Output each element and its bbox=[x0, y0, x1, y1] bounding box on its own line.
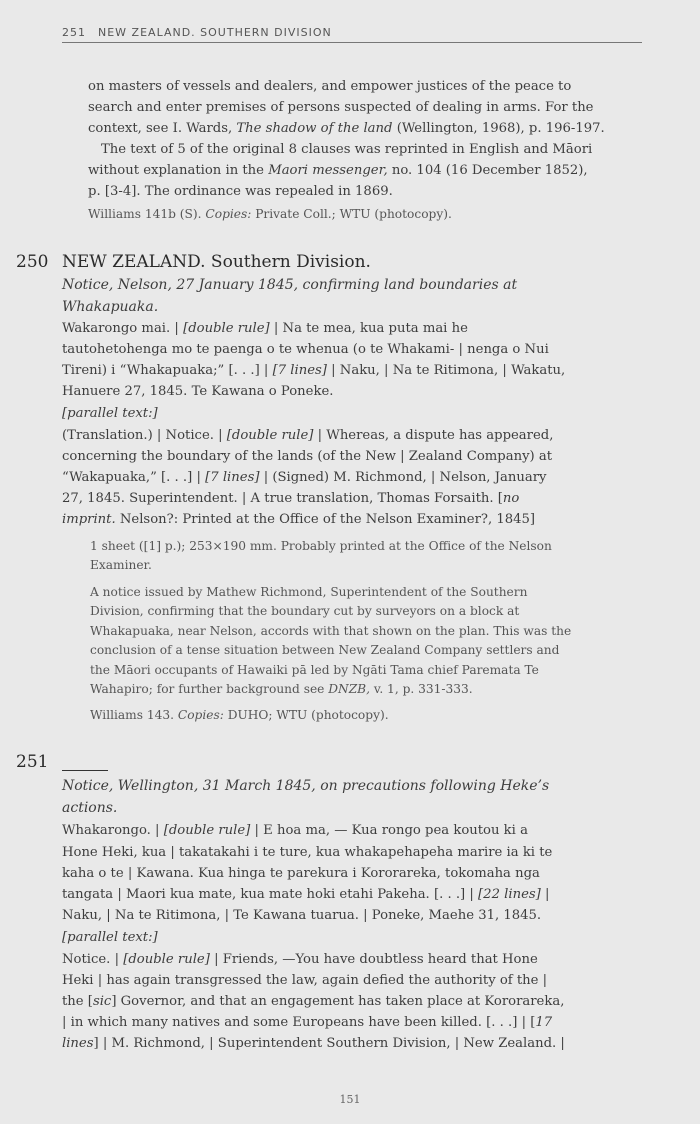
cont-copies: Williams 141b (S). Copies: Private Coll.; WTU (photocopy). bbox=[88, 207, 452, 221]
entry-251-english-2: Heki | has again transgressed the law, again defied the authority of the | bbox=[62, 973, 548, 988]
entry-251-maori-4: tangata | Maori kua mate, kua mate hoki etahi Pakeha. [. . .] | [22 lines] | bbox=[62, 887, 550, 902]
entry-250-english-1: (Translation.) | Notice. | [double rule] | Whereas, a dispute has appeared, bbox=[62, 428, 554, 443]
cont-line-4: The text of 5 of the original 8 clauses was reprinted in English and Māori bbox=[101, 142, 593, 157]
entry-251-ditto-rule bbox=[62, 770, 108, 771]
entry-250-parallel: [parallel text:] bbox=[62, 406, 158, 421]
entry-251-english-5: lines] | M. Richmond, | Superintendent Southern Division, | New Zealand. | bbox=[62, 1036, 565, 1051]
running-head-title: NEW ZEALAND. SOUTHERN DIVISION bbox=[98, 26, 332, 39]
entry-250-maori-3: Tireni) i “Whakapuaka;” [. . .] | [7 lines] | Naku, | Na te Ritimona, | Wakatu, bbox=[62, 363, 566, 378]
entry-250-title-2: Whakapuaka. bbox=[62, 299, 159, 315]
entry-251-maori-1: Whakarongo. | [double rule] | E hoa ma, — Kua rongo pea koutou ki a bbox=[62, 823, 528, 838]
entry-250-heading: NEW ZEALAND. Southern Division. bbox=[62, 252, 371, 272]
entry-251-maori-5: Naku, | Na te Ritimona, | Te Kawana tuarua. | Poneke, Maehe 31, 1845. bbox=[62, 908, 542, 923]
entry-251-english-1: Notice. | [double rule] | Friends, —You have doubtless heard that Hone bbox=[62, 952, 538, 967]
entry-251-number: 251 bbox=[16, 752, 49, 772]
entry-250-english-3: “Wakapuaka,” [. . .] | [7 lines] | (Signed) M. Richmond, | Nelson, January bbox=[62, 470, 547, 485]
entry-250-title-1: Notice, Nelson, 27 January 1845, confirming land boundaries at bbox=[62, 277, 518, 293]
entry-251-parallel: [parallel text:] bbox=[62, 930, 158, 945]
cont-line-3: context, see I. Wards, The shadow of the land (Wellington, 1968), p. 196-197. bbox=[88, 121, 605, 136]
cont-line-2: search and enter premises of persons suspected of dealing in arms. For the bbox=[88, 100, 594, 115]
entry-250-english-5: imprint. Nelson?: Printed at the Office of the Nelson Examiner?, 1845] bbox=[62, 512, 536, 527]
entry-250-note-3: Whakapuaka, near Nelson, accords with that shown on the plan. This was the bbox=[90, 624, 572, 638]
entry-251-maori-2: Hone Heki, kua | takatakahi i te ture, kua whakapehapeha marire ia ki te bbox=[62, 845, 553, 860]
entry-251-maori-3: kaha o te | Kawana. Kua hinga te parekura i Kororareka, tokomaha nga bbox=[62, 866, 540, 881]
entry-250-note-6: Wahapiro; for further background see DNZB, v. 1, p. 331-333. bbox=[90, 682, 473, 696]
cont-line-1: on masters of vessels and dealers, and empower justices of the peace to bbox=[88, 79, 572, 94]
entry-250-maori-4: Hanuere 27, 1845. Te Kawana o Poneke. bbox=[62, 384, 334, 399]
entry-250-copies: Williams 143. Copies: DUHO; WTU (photocopy). bbox=[90, 708, 389, 722]
entry-250-note-1: A notice issued by Mathew Richmond, Superintendent of the Southern bbox=[90, 585, 528, 599]
entry-250-maori-2: tautohetohenga mo te paenga o te whenua (o te Whakami- | nenga o Nui bbox=[62, 342, 549, 357]
entry-251-title-1: Notice, Wellington, 31 March 1845, on precautions following Heke’s bbox=[62, 778, 550, 794]
entry-250-note-2: Division, confirming that the boundary cut by surveyors on a block at bbox=[90, 604, 520, 618]
entry-250-number: 250 bbox=[16, 252, 49, 272]
entry-250-maori-1: Wakarongo mai. | [double rule] | Na te mea, kua puta mai he bbox=[62, 321, 468, 336]
entry-251-english-3: the [sic] Governor, and that an engagement has taken place at Kororareka, bbox=[62, 994, 565, 1009]
entry-251-title-2: actions. bbox=[62, 800, 118, 816]
entry-251-english-4: | in which many natives and some Europeans have been killed. [. . .] | [17 bbox=[62, 1015, 553, 1030]
cont-line-5: without explanation in the Maori messenger, no. 104 (16 December 1852), bbox=[88, 163, 588, 178]
running-head bbox=[62, 26, 642, 43]
running-head-page: 251 bbox=[62, 26, 86, 39]
entry-250-desc-1: 1 sheet ([1] p.); 253×190 mm. Probably printed at the Office of the Nelson bbox=[90, 539, 552, 553]
cont-line-6: p. [3-4]. The ordinance was repealed in 1869. bbox=[88, 184, 393, 199]
entry-250-note-4: conclusion of a tense situation between New Zealand Company settlers and bbox=[90, 643, 560, 657]
page-folio: 151 bbox=[339, 1093, 361, 1106]
entry-250-english-4: 27, 1845. Superintendent. | A true translation, Thomas Forsaith. [no bbox=[62, 491, 520, 506]
entry-250-note-5: the Māori occupants of Hawaiki pā led by Ngāti Tama chief Paremata Te bbox=[90, 663, 539, 677]
entry-250-english-2: concerning the boundary of the lands (of the New | Zealand Company) at bbox=[62, 449, 553, 464]
entry-250-desc-2: Examiner. bbox=[90, 558, 152, 572]
